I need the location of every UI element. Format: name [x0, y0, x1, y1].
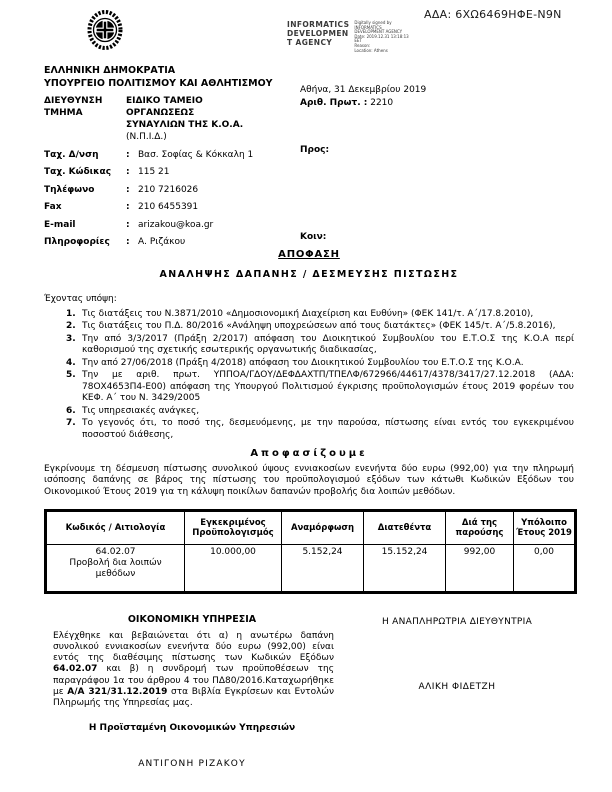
- signatures-section: [44, 614, 574, 771]
- address-value: Βασ. Σοφίας & Κόκκαλη 1: [138, 149, 254, 160]
- col-header-approved-budget: Εγκεκριμένος Προϋπολογισμός: [185, 511, 282, 545]
- issue-date: Αθήνα, 31 Δεκεμβρίου 2019: [300, 85, 427, 95]
- list-item: 5. Την με αριθ. πρωτ. ΥΠΠΟΑ/ΓΔΟΥ/ΔΕΦΔΑΧΤΠ/ΤΠΕΛΦ/672966/44617/4378/3417/27.12.2018 (ΑΔΑ: 78ΟΧ4653Π4-Ε00) απόφαση της Υπουργού Πολιτισμού έγκρισης προϋπολογισμών έτους 2019 φορέων του ΚΕΦ. Α΄ του Ν. 3429/2005: [66, 370, 574, 403]
- expense-description: Προβολή δια λοιπών μεθόδων: [69, 558, 162, 579]
- list-item: 1. Τις διατάξεις του Ν.3871/2010 «Δημοσιονομική Διαχείριση και Ευθύνη» (ΦΕΚ 141/τ. Α΄/17.8.2010),: [66, 308, 534, 319]
- info-person-value: Α. Ριζάκου: [138, 237, 186, 247]
- org-labels: [44, 95, 126, 143]
- deputy-director-title: Η ΑΝΑΠΛΗΡΩΤΡΙΑ ΔΙΕΥΘΥΝΤΡΙΑ: [381, 617, 533, 627]
- direction-label: ΔΙΕΥΘΥΝΣΗ: [44, 96, 103, 106]
- protocol-label: Αριθ. Πρωτ. :: [300, 98, 368, 108]
- finance-service-column: [44, 614, 340, 771]
- cell-allocated: 15.152,24: [364, 545, 446, 593]
- decide-heading: Αποφασίζουμε: [250, 448, 368, 459]
- list-item: 4. Την από 27/06/2018 (Πράξη 4/2018) απόφαση του Διοικητικού Συμβουλίου του Ε.Τ.Ο.Σ της Κ.Ο.Α.: [66, 357, 524, 368]
- col-header-allocated: Διατεθέντα: [364, 511, 446, 545]
- verify-expense-code: 64.02.07: [53, 664, 98, 675]
- having-regard-label: Έχοντας υπόψη:: [44, 294, 117, 304]
- contact-row-address: Ταχ. Δ/νση : Βασ. Σοφίας & Κόκκαλη 1: [44, 149, 254, 160]
- table-row: [46, 545, 576, 593]
- contact-row-fax: Fax : 210 6455391: [44, 202, 199, 212]
- email-value: arizakou@koa.gr: [138, 219, 214, 230]
- decision-subtitle: ΑΝΑΛΗΨΗΣ ΔΑΠΑΝΗΣ / ΔΕΣΜΕΥΣΗΣ ΠΙΣΤΩΣΗΣ: [159, 268, 459, 280]
- stamp-signature-details: Digitally signed by INFORMATICS DEVELOPMENT AGENCY Date: 2019.12.31 13:18:13 EET Reason: Location: Athens: [354, 20, 409, 53]
- cc-label: Κοιν:: [300, 232, 327, 242]
- stamp-agency-name: INFORMATICS DEVELOPMEN T AGENCY: [287, 20, 350, 47]
- republic-line: ΕΛΛΗΝΙΚΗ ΔΗΜΟΚΡΑΤΙΑ: [44, 65, 176, 76]
- table-header-row: [46, 511, 576, 545]
- legal-basis-list: [44, 309, 574, 442]
- expense-code: 64.02.07: [95, 547, 136, 557]
- list-item: 2. Τις διατάξεις του Π.Δ. 80/2016 «Ανάληψη υποχρεώσεων από τους διατάκτες» (ΦΕΚ 145/τ. Α΄/5.8.2016),: [66, 321, 556, 331]
- col-header-by-present: Διά της παρούσης: [446, 511, 514, 545]
- approval-paragraph: Εγκρίνουμε τη δέσμευση πίστωσης συνολικού ύψους εννιακοσίων ενενήντα δύο ευρω (992,00) για την πληρωμή ισόποσης δαπάνης σε βάρος της πίστωσης του προϋπολογισμού εξόδων των κάτωθι Κωδικών Εξόδων του Οικονομικού Έτους 2019 για τη κάλυψη ποικίλων δαπανών προβολής δια λοιπών μεθόδων.: [44, 463, 574, 497]
- cell-code: [46, 545, 185, 593]
- list-item: 7. Το γεγονός ότι, το ποσό της, δεσμευόμενης, με την παρούσα, πίστωσης είναι εντός του εγκεκριμένου ποσοστού διάθεσης,: [66, 418, 574, 440]
- org-legal-form: (Ν.Π.Ι.Δ.): [126, 132, 167, 142]
- postcode-value: 115 21: [138, 167, 170, 177]
- list-item: 3. Την από 3/3/2017 (Πράξη 2/2017) απόφαση του Διοικητικού Συμβουλίου του Ε.Τ.Ο.Σ της Κ.Ο.Α περί καθορισμού της σχετικής εσωτερικής οργανωτικής διαδικασίας,: [66, 333, 574, 355]
- contact-row-info: Πληροφορίες : Α. Ριζάκου: [44, 237, 186, 247]
- department-label: ΤΜΗΜΑ: [44, 108, 83, 118]
- org-name: ΕΙΔΙΚΟ ΤΑΜΕΙΟ ΟΡΓΑΝΩΣΕΩΣ ΣΥΝΑΥΛΙΩΝ ΤΗΣ Κ.Ο.Α. (Ν.Π.Ι.Δ.): [126, 96, 244, 142]
- budget-table: [44, 509, 577, 594]
- ministry-line: ΥΠΟΥΡΓΕΙΟ ΠΟΛΙΤΙΣΜΟΥ ΚΑΙ ΑΘΛΗΤΙΣΜΟΥ: [44, 78, 273, 89]
- contact-row-phone: Τηλέφωνο : 210 7216026: [44, 184, 199, 195]
- finance-head-title: Η Προϊσταμένη Οικονομικών Υπηρεσιών: [88, 722, 296, 733]
- decision-title: ΑΠΟΦΑΣΗ: [278, 249, 340, 260]
- fax-value: 210 6455391: [138, 202, 199, 212]
- ada-code: ΑΔΑ: 6ΧΩ6469ΗΦΕ-Ν9Ν: [424, 8, 562, 21]
- phone-value: 210 7216026: [138, 184, 199, 195]
- digital-signature-stamp: [287, 20, 409, 53]
- org-row: [44, 95, 296, 143]
- protocol-number-row: [300, 97, 580, 110]
- contact-block: [44, 95, 296, 248]
- deputy-director-name: ΑΛΙΚΗ ΦΙΔΕΤΖΗ: [418, 681, 496, 692]
- contact-row-postcode: Ταχ. Κώδικας : 115 21: [44, 167, 170, 177]
- document-body: [44, 249, 574, 771]
- finance-head-name: ΑΝΤΙΓΟΝΗ ΡΙΖΑΚΟΥ: [138, 759, 246, 770]
- col-header-balance: Υπόλοιπο Έτους 2019: [514, 511, 576, 545]
- cell-by-present: 992,00: [446, 545, 514, 593]
- finance-service-title: ΟΙΚΟΝΟΜΙΚΗ ΥΠΗΡΕΣΙΑ: [127, 614, 257, 625]
- contact-row-email: E-mail : arizakou@koa.gr: [44, 219, 214, 230]
- issuer-header: [44, 64, 273, 90]
- protocol-value: 2210: [370, 98, 394, 108]
- list-item: 6. Τις υπηρεσιακές ανάγκες,: [66, 405, 200, 416]
- deputy-director-column: [340, 614, 574, 771]
- cell-approved-budget: 10.000,00: [185, 545, 282, 593]
- col-header-revision: Αναμόρφωση: [282, 511, 364, 545]
- cell-revision: 5.152,24: [282, 545, 364, 593]
- protocol-block: [300, 84, 580, 244]
- col-header-code: Κωδικός / Αιτιολογία: [46, 511, 185, 545]
- cell-balance: 0,00: [514, 545, 576, 593]
- verify-registry-ref: Α/Α 321/31.12.2019: [67, 686, 168, 697]
- hellenic-republic-emblem-icon: [86, 6, 124, 56]
- verification-paragraph: Ελέγχθηκε και βεβαιώνεται ότι α) η ανωτέρω δαπάνη συνολικού εννιακοσίων ενενήντα δύο ευρω (992,00) είναι εντός της διαθέσιμης πίστωσης των Κωδικών Εξόδων 64.02.07 και β) η συνδρομή των προϋποθέσεων της παραγράφου 1α του άρθρου 4 του ΠΔ80/2016.Καταχωρήθηκε με Α/Α 321/31.12.2019 στα Βιβλία Εγκρίσεων και Εντολών Πληρωμής της Υπηρεσίας μας.: [53, 630, 334, 709]
- to-label: Προς:: [300, 145, 330, 155]
